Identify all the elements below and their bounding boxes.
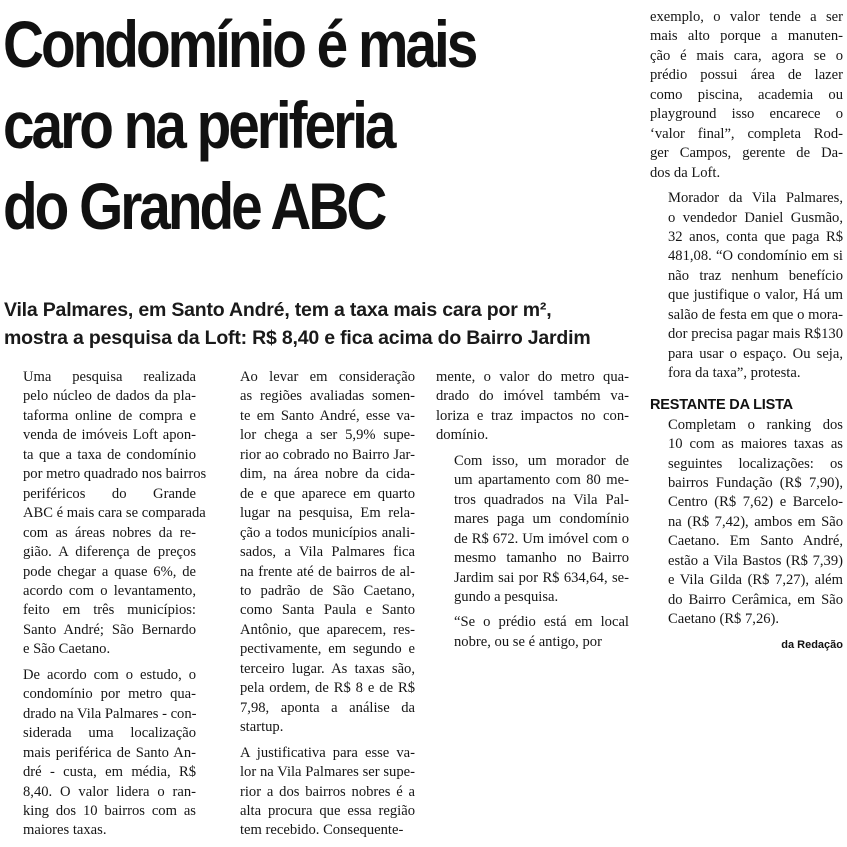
text-line: 10 com as maiores taxas as — [668, 436, 843, 453]
text-line: acordo com o levantamento, — [23, 582, 196, 599]
text-line: venda de imóveis Loft apon- — [23, 427, 196, 444]
text-line: Morador da Vila Palmares, — [668, 190, 843, 207]
text-line: tem recebido. Consequente- — [240, 822, 404, 839]
text-line: pelo núcleo de dados da pla- — [23, 388, 196, 405]
text-line: seguintes localizações: os — [668, 455, 843, 472]
text-line: mais alto porque a manuten- — [650, 28, 843, 45]
article-column-2 — [222, 368, 415, 847]
text-line: dos da Loft. — [650, 164, 721, 181]
text-line: domínio. — [436, 427, 489, 444]
text-line: bairros Fundação (R$ 7,90), — [668, 474, 843, 491]
article-paragraph — [222, 744, 415, 841]
text-line: Jardim sai por R$ 634,64, se- — [454, 569, 629, 586]
text-line: mesmo tamanho no Bairro — [454, 550, 629, 567]
text-line: e Vila Gilda (R$ 7,27), além — [668, 572, 843, 589]
subheadline — [4, 296, 614, 352]
text-line: maiores taxas. — [23, 822, 107, 839]
text-line: nobre, ou se é antigo, por — [454, 633, 602, 650]
text-line: Antônio, que aparecem, res- — [240, 621, 415, 638]
text-line: gundo a pesquisa. — [454, 588, 559, 605]
article-paragraph — [436, 452, 629, 608]
article-paragraph — [650, 189, 843, 384]
text-line: De acordo com o estudo, o — [23, 666, 196, 683]
text-line: ‘valor final”, completa Rod- — [650, 125, 843, 142]
text-line: prédio possui área de lazer — [650, 67, 843, 84]
text-line: pode chegar a quase 6%, de — [23, 563, 196, 580]
text-line: ger Campos, gerente de Da- — [650, 145, 843, 162]
byline-credit: da Redação — [781, 638, 843, 651]
text-line: loriza e traz impactos no con- — [436, 407, 629, 424]
text-line: drado do imóvel também va- — [436, 388, 629, 405]
article-paragraph — [222, 368, 415, 738]
text-line: lor chega a ser 5,9% supe- — [240, 427, 415, 444]
text-line: 481,08. “O condomínio em si — [668, 248, 843, 265]
text-line: ABC é mais cara se comparada — [23, 505, 206, 522]
text-line: ção a todos municípios anali- — [240, 524, 415, 541]
text-line: com as áreas nobres da re- — [23, 524, 196, 541]
text-line: mares paga um condomínio — [454, 511, 629, 528]
headline-line: Condomínio é mais — [3, 7, 476, 81]
article-paragraph — [5, 666, 196, 841]
text-line: de e que aparece em quarto — [240, 485, 415, 502]
text-line: Ao levar em consideração — [240, 369, 415, 385]
text-line: ta que a taxa de condomínio — [23, 446, 196, 463]
text-line: gião. A diferença de preços — [23, 544, 196, 561]
text-line: por metro quadrado nos bairros — [23, 466, 207, 483]
text-line: drado na Vila Palmares - con- — [23, 705, 197, 722]
subheadline-line: Vila Palmares, em Santo André, tem a taxa mais cara por m², — [4, 299, 552, 321]
text-line: estão a Vila Bastos (R$ 7,39) — [668, 552, 843, 569]
subheadline-line: mostra a pesquisa da Loft: R$ 8,40 e fica acima do Bairro Jardim — [4, 327, 591, 349]
text-line: Com isso, um morador de — [454, 452, 629, 469]
article-paragraph — [650, 416, 843, 630]
text-line: “Se o prédio está em local — [454, 614, 629, 631]
text-line: mente, o valor do metro qua- — [436, 369, 629, 385]
text-line: lugar na pesquisa, Em rela- — [240, 505, 415, 522]
text-line: ção é mais cara, agora se o — [650, 47, 843, 64]
text-line: rior a dos bairros nobres é a — [240, 783, 415, 800]
text-line: te em Santo André, esse va- — [240, 407, 415, 424]
text-line: 32 anos, conta que paga R$ — [668, 228, 843, 245]
text-line: Santo André; São Bernardo — [23, 621, 196, 638]
section-heading: RESTANTE DA LISTA — [650, 396, 793, 413]
text-line: sados, a Vila Palmares fica — [240, 544, 415, 561]
text-line: Centro (R$ 7,62) e Barcelo- — [668, 494, 843, 511]
text-line: um apartamento com 80 me- — [454, 472, 629, 489]
text-line: fora da taxa”, protesta. — [668, 365, 801, 382]
text-line: como Santa Paula e Santo — [240, 602, 415, 619]
text-line: não traz nenhum benefício — [668, 267, 843, 284]
text-line: Completam o ranking dos — [668, 416, 843, 433]
text-line: pectivamente, em segundo e — [240, 641, 415, 658]
text-line: na frente até de bairros de al- — [240, 563, 415, 580]
text-line: as regiões avaliadas somen- — [240, 388, 415, 405]
text-line: mais periférica de Santo An- — [23, 744, 196, 761]
text-line: feito em três municípios: — [23, 602, 196, 619]
text-line: Caetano. Em Santo André, — [668, 533, 843, 550]
article-column-4 — [650, 8, 843, 655]
text-line: Uma pesquisa realizada — [23, 369, 196, 385]
headline — [3, 4, 532, 247]
text-line: dor precisa pagar mais R$130 — [668, 326, 843, 343]
text-line: periféricos do Grande — [23, 485, 196, 502]
text-line: salão de festa em que o mora- — [668, 306, 843, 323]
article-paragraph — [5, 368, 207, 660]
text-line: dim, na área nobre da cida- — [240, 466, 415, 483]
text-line: king dos 10 bairros com as — [23, 802, 196, 819]
text-line: rior ao cobrado no Bairro Jar- — [240, 446, 415, 463]
text-line: na (R$ 7,42), ambos em São — [668, 513, 843, 530]
text-line: exemplo, o valor tende a ser — [650, 9, 843, 25]
text-line: tros quadrados na Vila Pal- — [454, 491, 629, 508]
text-line: que justifique o valor, Há um — [668, 287, 843, 304]
text-line: siderada uma localização — [23, 725, 196, 742]
text-line: lor na Vila Palmares ser supe- — [240, 764, 415, 781]
text-line: o vendedor Daniel Gusmão, — [668, 209, 843, 226]
text-line: para usar o espaço. Ou seja, — [668, 345, 843, 362]
text-line: e São Caetano. — [23, 641, 111, 658]
text-line: dré - custa, em média, R$ — [23, 764, 196, 781]
headline-line: caro na periferia — [3, 88, 394, 162]
article-paragraph — [436, 368, 629, 446]
text-line: Caetano (R$ 7,26). — [668, 611, 780, 628]
text-line: pela ordem, de R$ 8 e de R$ — [240, 680, 415, 697]
article-column-3 — [436, 368, 629, 658]
text-line: to padrão de São Caetano, — [240, 582, 415, 599]
text-line: do Bairro Cerâmica, em São — [668, 591, 843, 608]
text-line: terceiro lugar. As taxas são, — [240, 660, 415, 677]
text-line: taforma online de compra e — [23, 407, 196, 424]
article-paragraph — [436, 613, 629, 652]
text-line: alta procura que essa região — [240, 802, 415, 819]
text-line: A justificativa para esse va- — [240, 744, 415, 761]
text-line: de R$ 672. Um imóvel com o — [454, 530, 629, 547]
text-line: startup. — [240, 719, 284, 736]
text-line: como piscina, academia ou — [650, 86, 843, 103]
article-paragraph — [650, 8, 843, 183]
article-column-1 — [5, 368, 207, 847]
headline-line: do Grande ABC — [3, 169, 385, 243]
text-line: condomínio por metro qua- — [23, 686, 196, 703]
text-line: 8,40. O valor lidera o ran- — [23, 783, 196, 800]
text-line: 7,98, aponta a análise da — [240, 699, 415, 716]
text-line: playground isso encarece o — [650, 106, 843, 123]
